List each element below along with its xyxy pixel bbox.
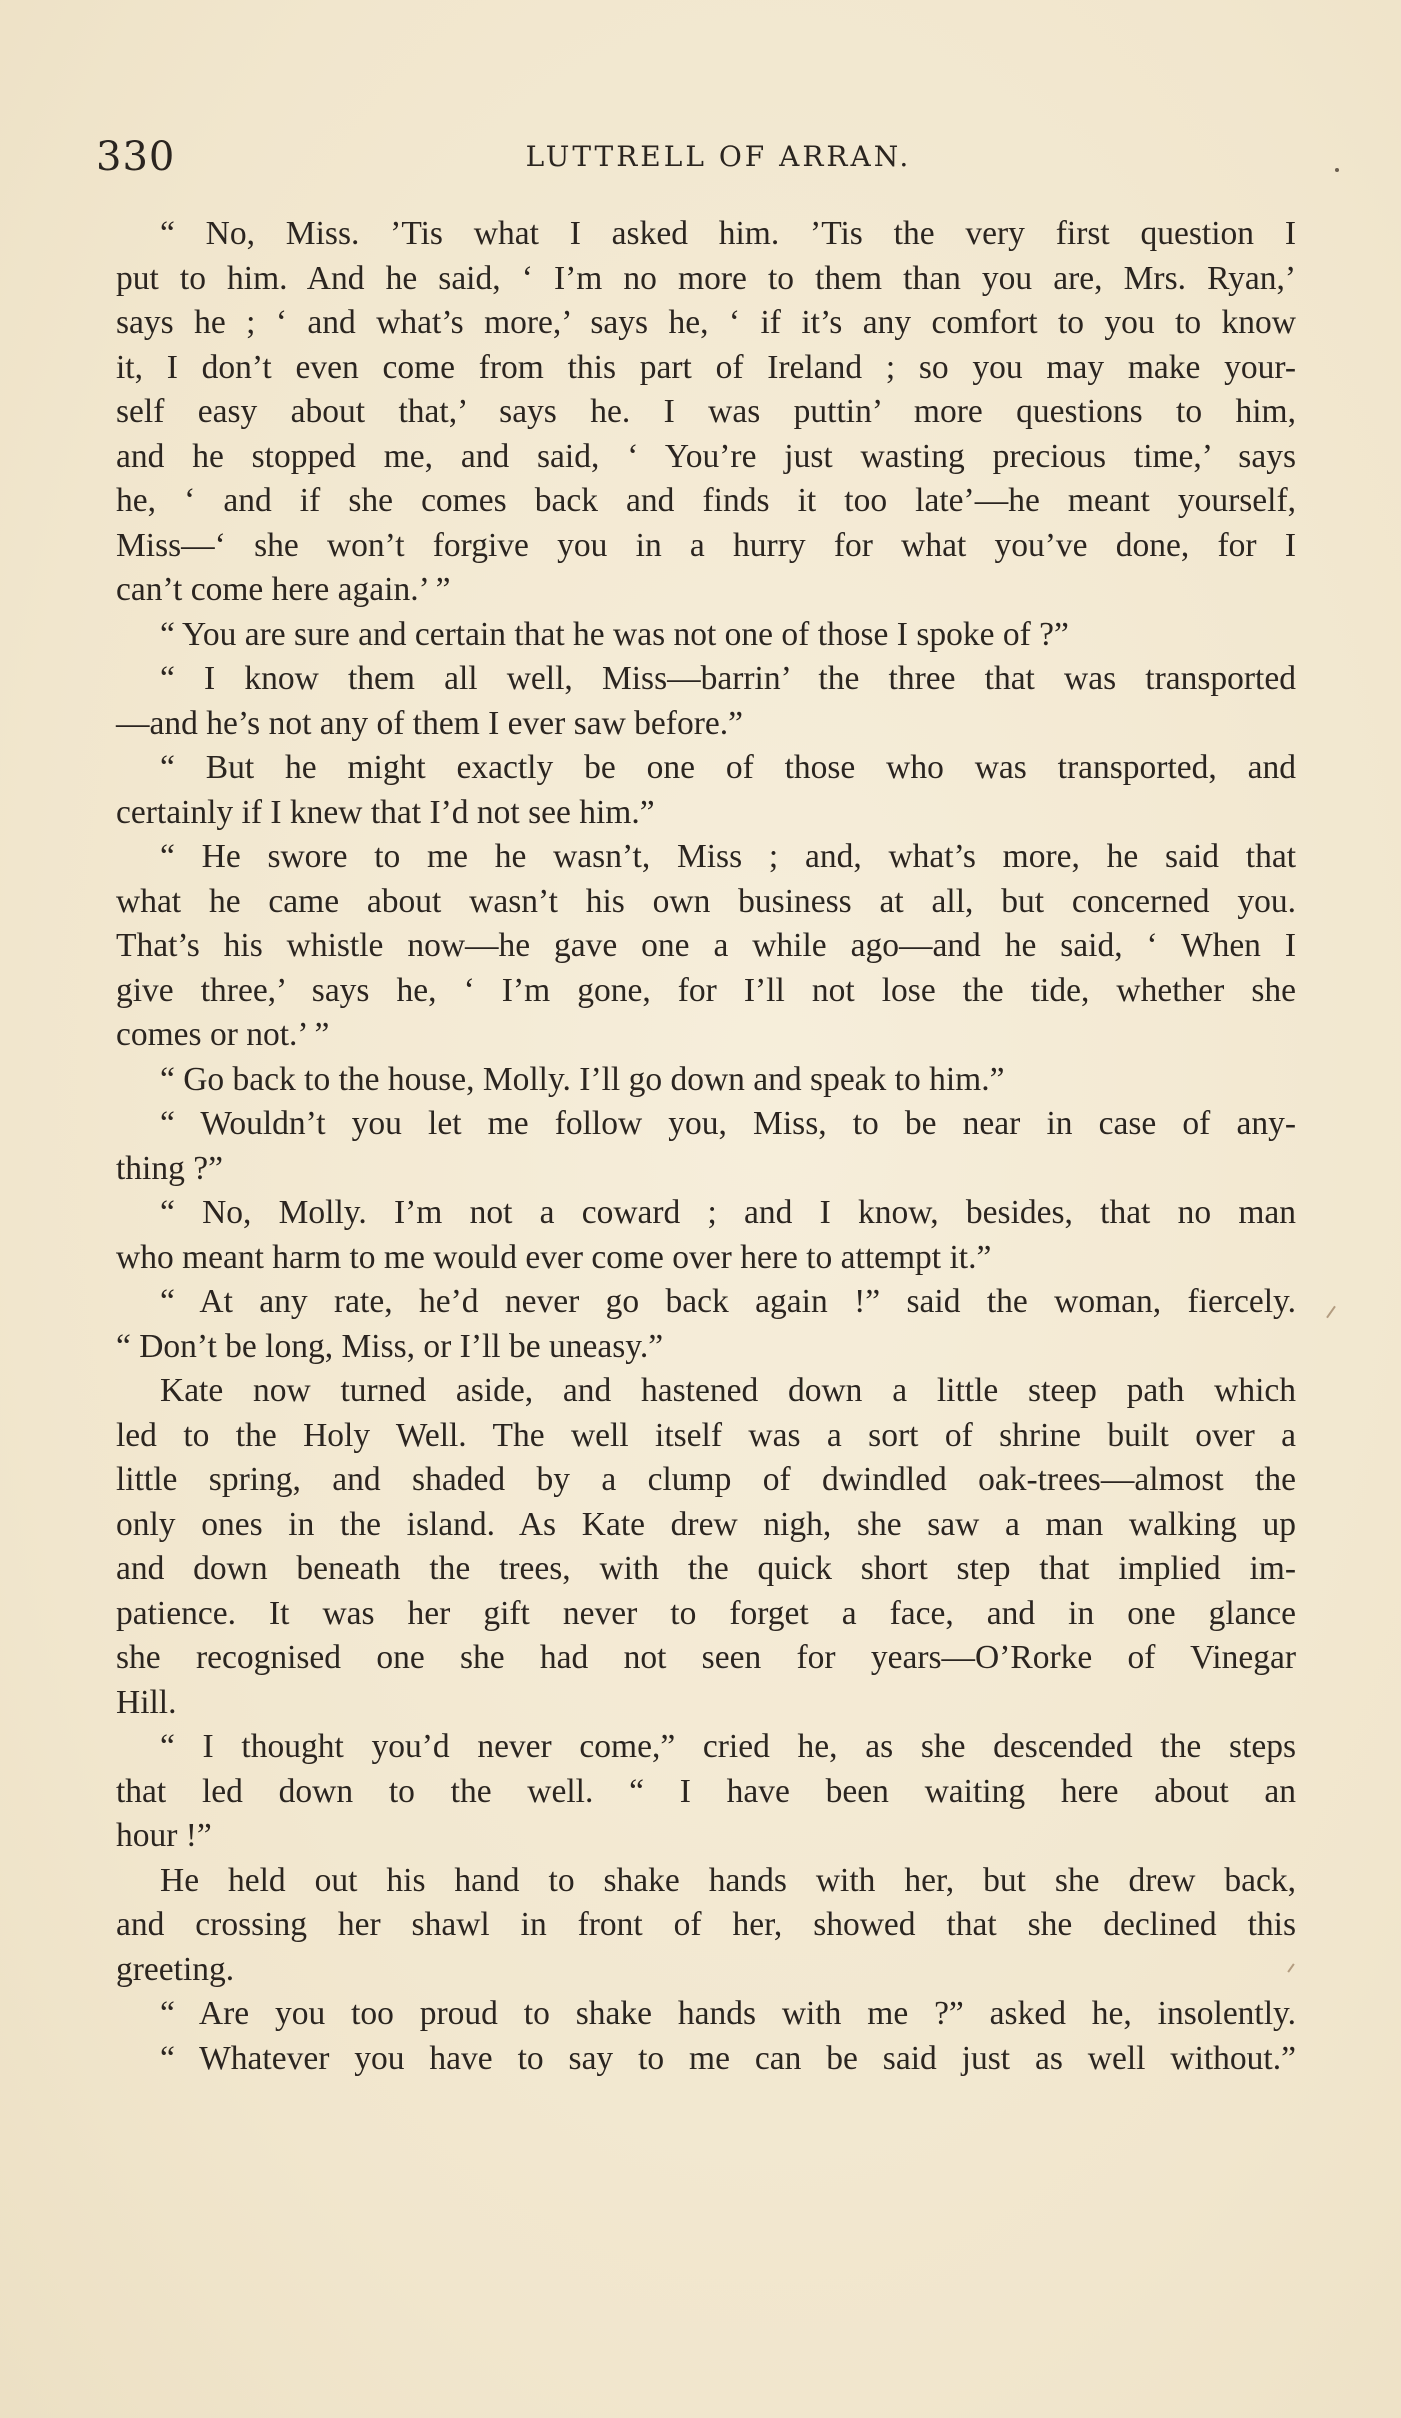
text-line: “ You are sure and certain that he was not one of those I spoke of ?” bbox=[160, 615, 1069, 653]
text-line: Miss—‘ she won’t forgive you in a hurry for what you’ve done, for I bbox=[116, 526, 1296, 564]
text-line: only ones in the island. As Kate drew nigh, she saw a man walking up bbox=[116, 1505, 1296, 1543]
margin-mark bbox=[1326, 1306, 1336, 1319]
text-line: comes or not.’ ” bbox=[116, 1016, 330, 1053]
text-line: “ No, Miss. ’Tis what I asked him. ’Tis the very first question I bbox=[160, 215, 1296, 252]
text-line: patience. It was her gift never to forget a face, and in one glance bbox=[116, 1594, 1296, 1632]
text-line: that led down to the well. “ I have been waiting here about an bbox=[116, 1772, 1296, 1810]
text-line: who meant harm to me would ever come over here to attempt it.” bbox=[116, 1238, 992, 1276]
page-header bbox=[96, 130, 1281, 190]
text-line: greeting. bbox=[116, 1950, 235, 1988]
text-line: “ He swore to me he wasn’t, Miss ; and, what’s more, he said that bbox=[160, 838, 1296, 875]
text-line: self easy about that,’ says he. I was puttin’ more questions to him, bbox=[116, 393, 1296, 430]
ink-speck bbox=[1335, 168, 1339, 172]
text-line: “ Go back to the house, Molly. I’ll go down and speak to him.” bbox=[160, 1060, 1005, 1098]
text-line: it, I don’t even come from this part of Ireland ; so you may make your- bbox=[116, 348, 1296, 386]
text-line: hour !” bbox=[116, 1817, 212, 1854]
text-line: “ Don’t be long, Miss, or I’ll be uneasy.” bbox=[116, 1327, 664, 1365]
running-title: LUTTRELL OF ARRAN. bbox=[525, 140, 912, 173]
text-line: certainly if I knew that I’d not see him.” bbox=[116, 793, 655, 831]
text-line: “ No, Molly. I’m not a coward ; and I know, besides, that no man bbox=[160, 1194, 1296, 1231]
text-line: “ Wouldn’t you let me follow you, Miss, to be near in case of any- bbox=[160, 1105, 1296, 1142]
text-line: “ I know them all well, Miss—barrin’ the three that was transported bbox=[160, 660, 1296, 697]
text-line: “ Are you too proud to shake hands with me ?” asked he, insolently. bbox=[160, 1995, 1296, 2032]
text-line: “ At any rate, he’d never go back again !” said the woman, fiercely. bbox=[160, 1283, 1296, 1320]
text-line: she recognised one she had not seen for years—O’Rorke of Vinegar bbox=[116, 1639, 1296, 1676]
text-line: “ But he might exactly be one of those who was transported, and bbox=[160, 749, 1296, 786]
text-line: Kate now turned aside, and hastened down a little steep path which bbox=[160, 1372, 1296, 1409]
text-line: can’t come here again.’ ” bbox=[116, 571, 451, 608]
text-line: put to him. And he said, ‘ I’m no more to them than you are, Mrs. Ryan,’ bbox=[116, 259, 1296, 297]
text-line: little spring, and shaded by a clump of dwindled oak-trees—almost the bbox=[116, 1461, 1296, 1498]
text-line: thing ?” bbox=[116, 1149, 223, 1187]
text-line: and down beneath the trees, with the quick short step that implied im- bbox=[116, 1550, 1296, 1587]
text-line: led to the Holy Well. The well itself was a sort of shrine built over a bbox=[116, 1416, 1296, 1454]
text-line: what he came about wasn’t his own business at all, but concerned you. bbox=[116, 882, 1296, 920]
text-line: “ I thought you’d never come,” cried he, as she descended the steps bbox=[160, 1728, 1296, 1765]
text-line: says he ; ‘ and what’s more,’ says he, ‘ if it’s any comfort to you to know bbox=[116, 304, 1296, 341]
text-line: That’s his whistle now—he gave one a while ago—and he said, ‘ When I bbox=[116, 927, 1296, 964]
body-text bbox=[116, 212, 1296, 2081]
text-line: He held out his hand to shake hands with her, but she drew back, bbox=[160, 1861, 1296, 1899]
text-line: —and he’s not any of them I ever saw before.” bbox=[116, 704, 743, 742]
text-line: Hill. bbox=[116, 1683, 177, 1721]
text-line: give three,’ says he, ‘ I’m gone, for I’ll not lose the tide, whether she bbox=[116, 971, 1296, 1009]
page-number: 330 bbox=[96, 134, 176, 180]
text-line: and he stopped me, and said, ‘ You’re just wasting precious time,’ says bbox=[116, 437, 1296, 475]
text-line: “ Whatever you have to say to me can be said just as well without.” bbox=[160, 2039, 1296, 2077]
text-line: he, ‘ and if she comes back and finds it too late’—he meant yourself, bbox=[116, 482, 1296, 519]
text-line: and crossing her shawl in front of her, showed that she declined this bbox=[116, 1906, 1296, 1943]
